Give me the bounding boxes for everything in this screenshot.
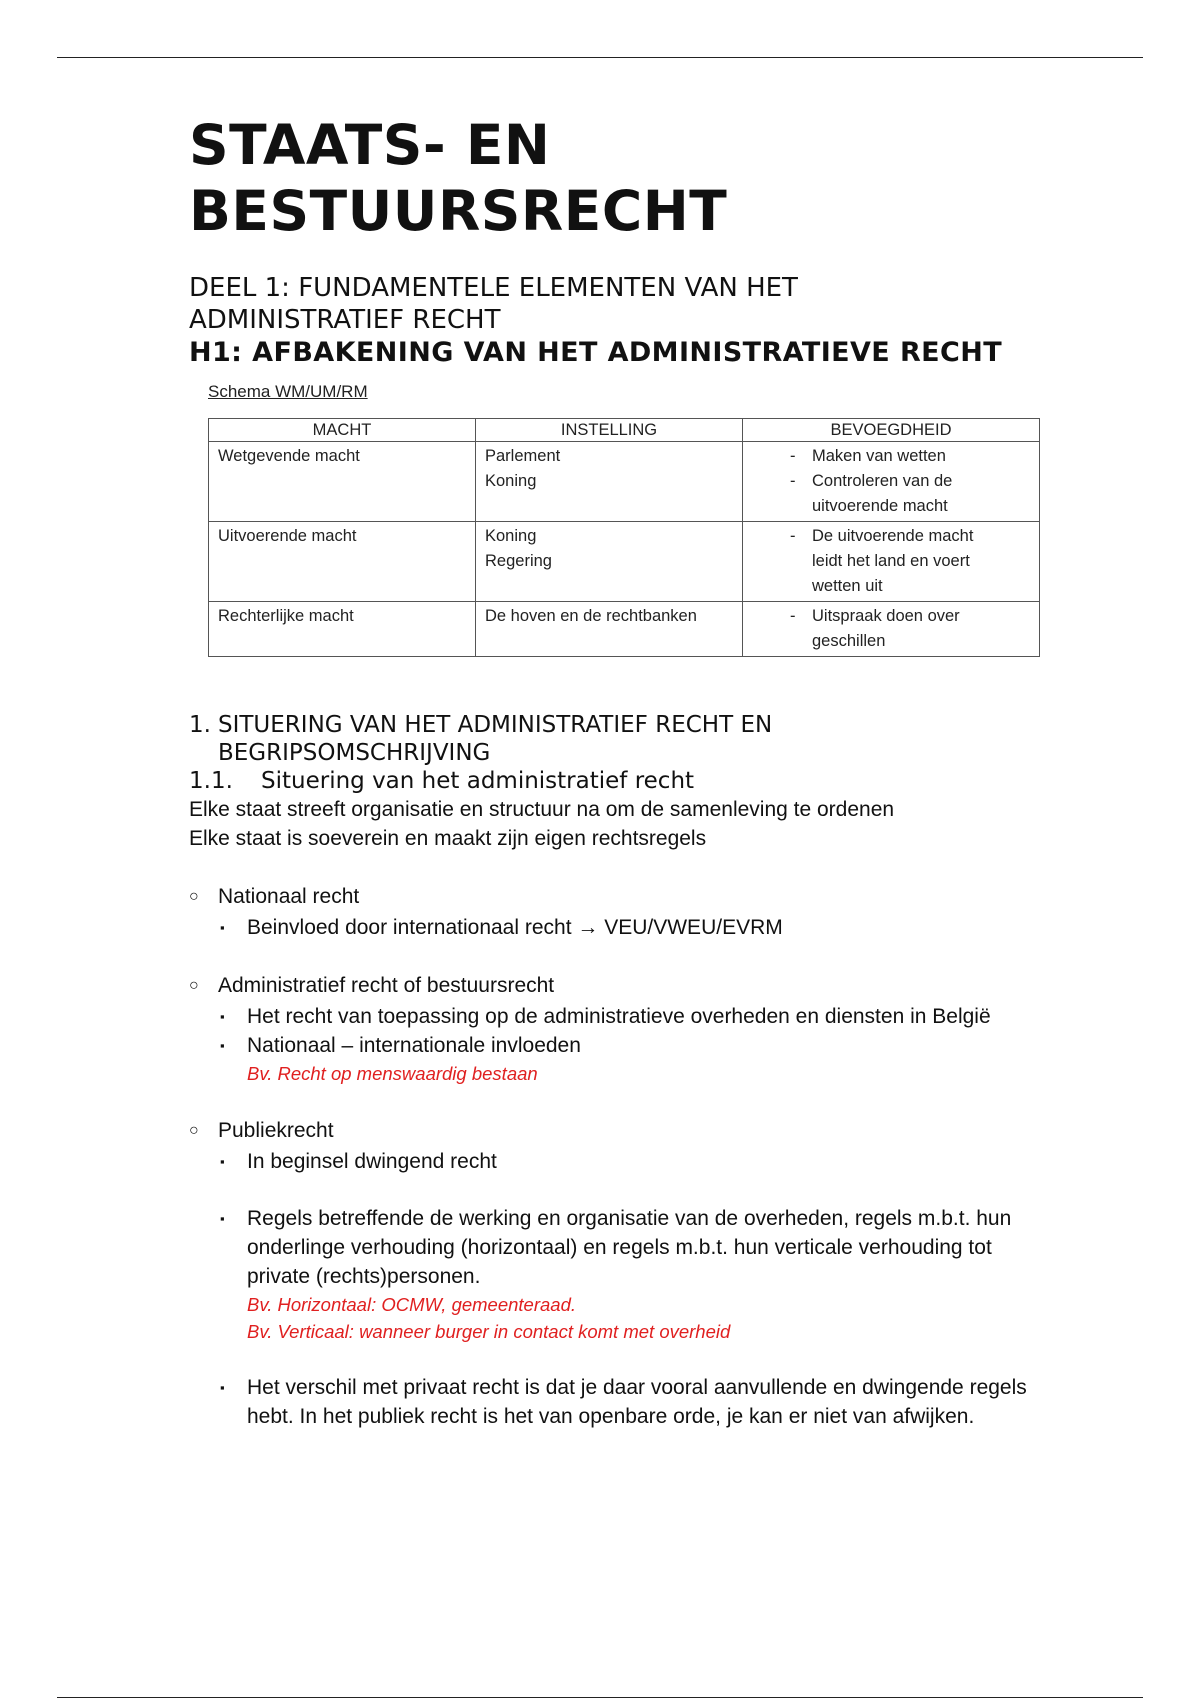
header-instelling: INSTELLING xyxy=(476,419,743,442)
cell-instelling xyxy=(476,522,743,602)
header-rule xyxy=(57,57,1143,58)
example-text: Bv. Verticaal: wanneer burger in contact komt met overheid xyxy=(247,1321,731,1342)
schema-table xyxy=(208,418,1040,657)
list-item xyxy=(189,881,1089,913)
instelling-line: De hoven en de rechtbanken xyxy=(485,607,697,625)
square-bullet-icon: ▪ xyxy=(220,1380,225,1395)
bevoegdheid-text: geschillen xyxy=(812,632,886,650)
circle-bullet-icon: ○ xyxy=(189,888,199,905)
header-bevoegdheid: BEVOEGDHEID xyxy=(743,419,1040,442)
table-row xyxy=(209,442,1040,522)
square-bullet-icon: ▪ xyxy=(220,1038,225,1053)
list-item xyxy=(218,1002,1089,1031)
example-text: Bv. Horizontaal: OCMW, gemeenteraad. xyxy=(247,1294,577,1315)
instelling-line: Koning xyxy=(485,527,537,545)
bullet-text: In beginsel dwingend recht xyxy=(247,1150,497,1173)
chapter-heading: H1: AFBAKENING VAN HET ADMINISTRATIEVE RECHT xyxy=(189,337,1003,368)
section-1-heading xyxy=(189,711,1089,767)
bullet-title: Administratief recht of bestuursrecht xyxy=(218,974,555,997)
list-item xyxy=(218,1204,1089,1291)
bullet-text: private (rechts)personen. xyxy=(247,1265,481,1288)
footer-rule xyxy=(57,1697,1143,1698)
square-bullet-icon: ▪ xyxy=(220,1009,225,1024)
bullet-title: Nationaal recht xyxy=(218,885,360,908)
cell-bevoegdheid xyxy=(743,602,1040,657)
dash-bullet: - xyxy=(790,472,796,490)
cell-instelling xyxy=(476,442,743,522)
section-number: 1. xyxy=(189,712,211,738)
part-line-1: DEEL 1: FUNDAMENTELE ELEMENTEN VAN HET xyxy=(189,273,798,303)
cell-instelling xyxy=(476,602,743,657)
bevoegdheid-text: uitvoerende macht xyxy=(812,497,948,515)
square-bullet-icon: ▪ xyxy=(220,920,225,935)
title-line-1: STAATS- EN xyxy=(189,113,551,177)
schema-caption: Schema WM/UM/RM xyxy=(208,382,368,401)
list-item xyxy=(218,913,1089,942)
bullet-text: onderlinge verhouding (horizontaal) en regels m.b.t. hun verticale verhouding tot xyxy=(247,1236,992,1259)
cell-macht: Wetgevende macht xyxy=(209,442,476,522)
bullet-text: Nationaal – internationale invloeden xyxy=(247,1034,581,1057)
bullet-text: hebt. In het publiek recht is het van openbare orde, je kan er niet van afwijken. xyxy=(247,1405,975,1428)
dash-bullet: - xyxy=(790,527,796,545)
subsection-title: Situering van het administratief recht xyxy=(261,768,695,794)
page-content xyxy=(189,112,1089,1431)
cell-macht: Uitvoerende macht xyxy=(209,522,476,602)
bevoegdheid-text: Uitspraak doen over xyxy=(812,607,960,625)
list-item xyxy=(218,1031,1089,1060)
bullet-title: Publiekrecht xyxy=(218,1119,334,1142)
dash-bullet: - xyxy=(790,607,796,625)
document-title xyxy=(189,112,1089,244)
circle-bullet-icon: ○ xyxy=(189,1122,199,1139)
section-title-line-2: BEGRIPSOMSCHRIJVING xyxy=(218,740,491,766)
bevoegdheid-item xyxy=(752,604,1030,654)
list-item xyxy=(189,970,1089,1002)
dash-bullet: - xyxy=(790,447,796,465)
instelling-line: Regering xyxy=(485,552,552,570)
subsection-number: 1.1. xyxy=(189,768,233,794)
part-line-2: ADMINISTRATIEF RECHT xyxy=(189,305,501,335)
cell-bevoegdheid xyxy=(743,522,1040,602)
table-row xyxy=(209,522,1040,602)
section-1-1-heading xyxy=(189,767,1089,795)
bevoegdheid-text: De uitvoerende macht xyxy=(812,527,974,545)
schema-header-row xyxy=(209,419,1040,442)
circle-bullet-icon: ○ xyxy=(189,977,199,994)
bevoegdheid-text: leidt het land en voert xyxy=(812,552,970,570)
cell-bevoegdheid xyxy=(743,442,1040,522)
title-line-2: BESTUURSRECHT xyxy=(189,179,728,243)
bevoegdheid-text: Maken van wetten xyxy=(812,447,946,465)
square-bullet-icon: ▪ xyxy=(220,1154,225,1169)
list-item xyxy=(189,1115,1089,1147)
bullet-text: Het recht van toepassing op de administratieve overheden en diensten in België xyxy=(247,1005,991,1028)
intro-line-1: Elke staat streeft organisatie en structuur na om de samenleving te ordenen xyxy=(189,798,895,821)
bevoegdheid-text: wetten uit xyxy=(812,577,883,595)
bullet-text: Beinvloed door internationaal recht → VEU/VWEU/EVRM xyxy=(247,916,783,939)
bevoegdheid-item xyxy=(752,444,1030,469)
instelling-line: Koning xyxy=(485,472,537,490)
bevoegdheid-item xyxy=(752,524,1030,599)
square-bullet-icon: ▪ xyxy=(220,1211,225,1226)
section-title-line-1: SITUERING VAN HET ADMINISTRATIEF RECHT EN xyxy=(218,712,773,738)
bullet-text: Regels betreffende de werking en organisatie van de overheden, regels m.b.t. hun xyxy=(247,1207,1012,1230)
schema-image xyxy=(189,382,1084,657)
instelling-line: Parlement xyxy=(485,447,561,465)
bullet-text: Het verschil met privaat recht is dat je daar vooral aanvullende en dwingende regels xyxy=(247,1376,1027,1399)
example-text: Bv. Recht op menswaardig bestaan xyxy=(247,1063,538,1084)
header-macht: MACHT xyxy=(209,419,476,442)
cell-macht: Rechterlijke macht xyxy=(209,602,476,657)
list-item xyxy=(218,1373,1089,1431)
table-row xyxy=(209,602,1040,657)
bevoegdheid-item xyxy=(752,469,1030,519)
part-heading xyxy=(189,272,1089,336)
list-item xyxy=(218,1147,1089,1176)
bevoegdheid-text: Controleren van de xyxy=(812,472,953,490)
intro-line-2: Elke staat is soeverein en maakt zijn eigen rechtsregels xyxy=(189,827,707,850)
